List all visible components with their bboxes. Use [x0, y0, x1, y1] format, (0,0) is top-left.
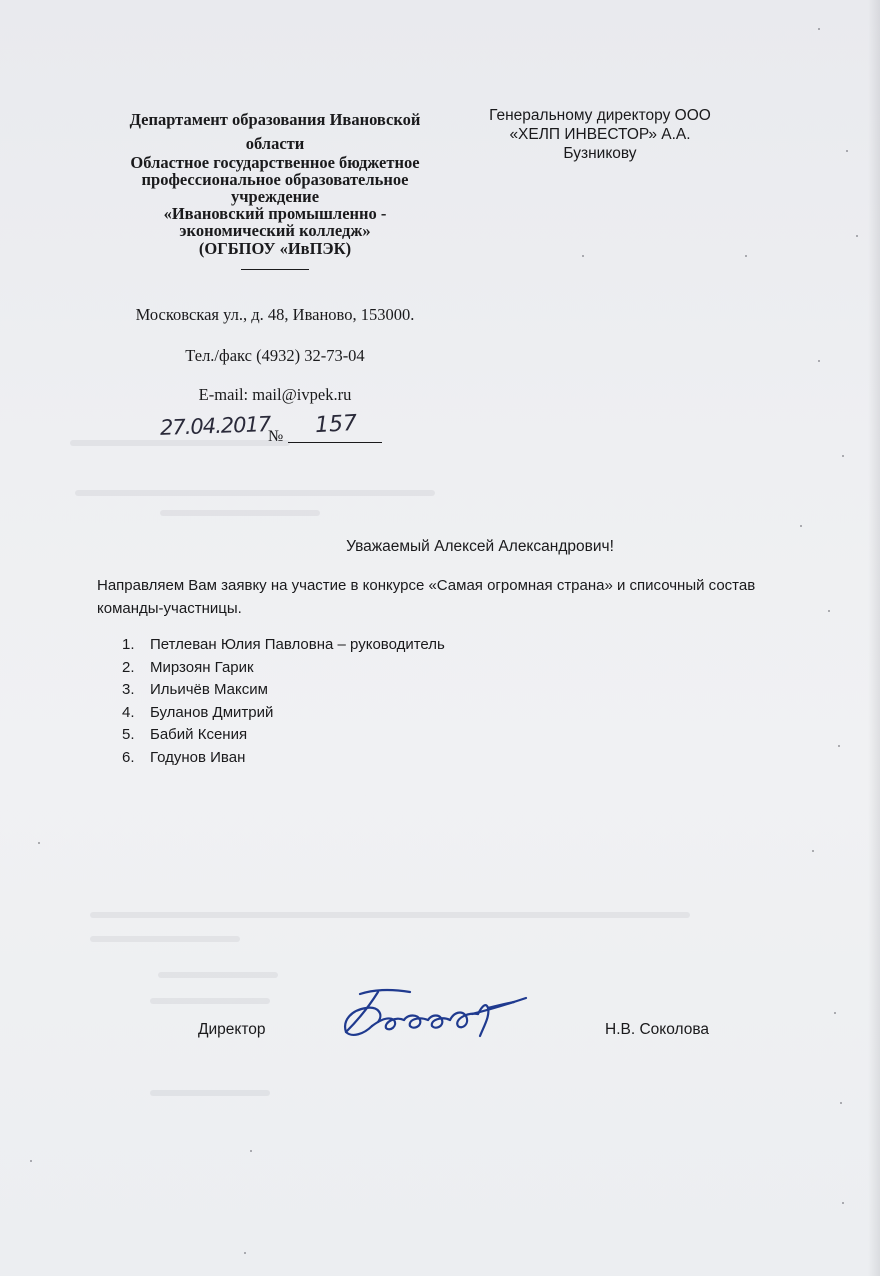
speck [244, 1252, 246, 1254]
speck [250, 1150, 252, 1152]
registration-underline [288, 442, 382, 443]
list-item-number: 5. [122, 726, 135, 743]
speck [842, 455, 844, 457]
list-item-name: Мирзоян Гарик [150, 658, 254, 676]
addressee-block [470, 106, 730, 163]
speck [818, 28, 820, 30]
speck [38, 842, 40, 844]
sender-line: профессиональное образовательное [141, 170, 409, 189]
letter-body: Направляем Вам заявку на участие в конкурсе «Самая огромная страна» и списочный состав команды-участницы. [97, 577, 756, 617]
sender-line: учреждение [230, 187, 320, 206]
list-item [122, 657, 445, 680]
speck [800, 525, 802, 527]
show-through-mark [150, 998, 270, 1004]
list-item-name: Бабий Ксения [150, 726, 248, 743]
team-list [122, 634, 445, 769]
speck [846, 150, 848, 152]
list-item [122, 634, 445, 657]
list-item [122, 702, 445, 725]
list-item-number: 2. [122, 658, 135, 676]
list-item-name: Годунов Иван [150, 748, 246, 766]
show-through-mark [90, 912, 690, 918]
sender-phone: Тел./факс (4932) 32-73-04 [185, 346, 365, 365]
list-item [122, 679, 445, 702]
page-edge-shadow [868, 0, 880, 1276]
addressee-line: Бузникову [563, 145, 637, 162]
sender-block [100, 110, 450, 270]
registration-line [160, 412, 390, 446]
list-item-name: Буланов Дмитрий [150, 703, 274, 721]
registration-number: 157 [314, 410, 358, 439]
list-item-number: 4. [122, 703, 135, 721]
speck [842, 1202, 844, 1204]
registration-number-label: № [268, 428, 284, 445]
addressee-line: Генеральному директору ООО [489, 107, 711, 124]
speck [582, 255, 584, 257]
addressee-line: «ХЕЛП ИНВЕСТОР» А.А. [509, 126, 691, 143]
show-through-mark [75, 490, 435, 496]
sender-line: Департамент образования Ивановской [129, 110, 421, 129]
handwritten-signature [338, 980, 533, 1050]
signatory-name: Н.В. Соколова [605, 1021, 710, 1038]
speck [838, 745, 840, 747]
show-through-mark [150, 1090, 270, 1096]
show-through-mark [90, 936, 240, 942]
list-item [122, 724, 445, 747]
sender-line: «Ивановский промышленно - [163, 204, 387, 223]
speck [840, 1102, 842, 1104]
list-item-number: 3. [122, 681, 135, 698]
sender-email: E-mail: mail@ivpek.ru [198, 385, 352, 404]
sender-line: экономический колледж» [179, 221, 371, 240]
speck [828, 610, 830, 612]
signatory-title: Директор [198, 1021, 266, 1038]
list-item [122, 747, 445, 770]
divider [241, 269, 309, 270]
list-item-number: 1. [122, 636, 135, 653]
letter-greeting: Уважаемый Алексей Александрович! [346, 538, 614, 555]
speck [30, 1160, 32, 1162]
speck [834, 1012, 836, 1014]
sender-line: области [245, 134, 305, 153]
speck [745, 255, 747, 257]
show-through-mark [160, 510, 320, 516]
sender-address: Московская ул., д. 48, Иваново, 153000. [135, 305, 415, 324]
list-item-name: Петлеван Юлия Павловна – руководитель [150, 636, 445, 653]
speck [812, 850, 814, 852]
speck [856, 235, 858, 237]
list-item-number: 6. [122, 748, 135, 766]
show-through-mark [158, 972, 278, 978]
speck [818, 360, 820, 362]
sender-line: (ОГБПОУ «ИвПЭК) [198, 239, 352, 258]
sender-line: Областное государственное бюджетное [130, 153, 420, 172]
list-item-name: Ильичёв Максим [150, 681, 268, 698]
registration-date: 27.04.2017 [159, 412, 271, 440]
